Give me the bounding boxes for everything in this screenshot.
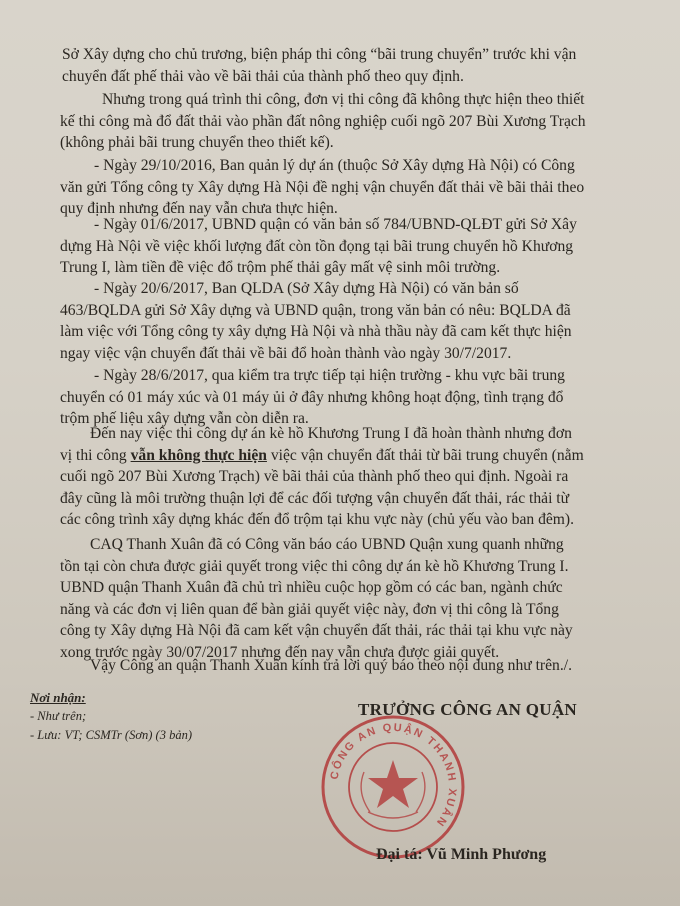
paragraph-8 (60, 534, 642, 663)
text-line: văn gửi Tổng công ty Xây dựng Hà Nội đề nghị vận chuyển đất thải về bãi thải theo (60, 178, 585, 196)
emphasized-text: vẫn không thực hiện (130, 446, 267, 464)
text-line: CAQ Thanh Xuân đã có Công văn báo cáo UBND Quận xung quanh những (90, 536, 564, 553)
paragraph-3 (60, 155, 642, 220)
text-line: trộm phế liệu xây dựng vẫn còn diễn ra. (60, 410, 309, 427)
text-line: - Ngày 01/6/2017, UBND quận có văn bản số 784/UBND-QLĐT gửi Sở Xây (94, 216, 577, 233)
text-line: - Ngày 29/10/2016, Ban quản lý dự án (thuộc Sở Xây dựng Hà Nội) có Công (94, 157, 575, 174)
text-line: công ty Xây dựng Hà Nội đã cam kết vận chuyển đất thải, rác thải tại khu vực này (60, 622, 573, 639)
text-fragment: việc vận chuyển đất thải từ bãi trung chuyển (nằm (266, 446, 584, 464)
text-line: Vậy Công an quận Thanh Xuân kính trả lời quý báo theo nội dung như trên./. (90, 657, 572, 674)
text-line: chuyển đất phế thải vào về bãi thải của thành phố theo quy định. (62, 67, 464, 85)
paragraph-1 (62, 44, 642, 87)
text-line: - Ngày 28/6/2017, qua kiểm tra trực tiếp tại hiện trường - khu vực bãi trung (94, 367, 565, 384)
text-fragment: vị thi công (60, 446, 131, 464)
text-line: dựng Hà Nội về việc khối lượng đất còn tồn đọng tại bãi trung chuyển hồ Khương (60, 237, 574, 255)
paragraph-9 (60, 655, 642, 677)
text-line: Đến nay việc thi công dự án kè hồ Khương Trung I đã hoàn thành nhưng đơn (90, 425, 572, 442)
text-line: làm việc với Tổng công ty xây dựng Hà Nội và nhà thầu này đã cam kết thực hiện (60, 323, 572, 340)
text-line: - Ngày 20/6/2017, Ban QLDA (Sở Xây dựng Hà Nội) có văn bản số (94, 280, 519, 297)
official-seal-stamp (318, 712, 468, 862)
signer-title: TRƯỞNG CÔNG AN QUẬN (358, 700, 577, 719)
text-line: 463/BQLDA gửi Sở Xây dựng và UBND quận, trong văn bản có nêu: BQLDA đã (60, 301, 571, 319)
text-line: ngay việc vận chuyển đất thải về bãi đổ hoàn thành vào ngày 30/7/2017. (60, 344, 512, 362)
text-line: quy định nhưng đến nay vẫn chưa thực hiện. (60, 200, 338, 217)
text-line: tồn tại còn chưa được giải quyết trong việc thi công dự án kè hồ Khương Trung I. (60, 557, 569, 575)
text-line: Nhưng trong quá trình thi công, đơn vị thi công đã không thực hiện theo thiết (102, 91, 585, 108)
seal-text: CÔNG AN QUẬN THANH XUÂN (328, 721, 459, 830)
text-line: Sở Xây dựng cho chủ trương, biện pháp thi công “bãi trung chuyển” trước khi vận (62, 46, 577, 63)
text-line: đây cũng là môi trường thuận lợi để các đối tượng vận chuyển đất thải, rác thải từ (60, 489, 570, 507)
text-line: kế thi công mà đổ đất thải vào phần đất nông nghiệp cuối ngõ 207 Bùi Xương Trạch (60, 112, 586, 130)
recipient-item: - Như trên; (30, 709, 87, 723)
text-line: xong trước ngày 30/07/2017 nhưng đến nay vẫn chưa được giải quyết. (60, 643, 500, 661)
text-line: cuối ngõ 207 Bùi Xương Trạch) về bãi thải của thành phố theo qui định. Ngoài ra (60, 468, 569, 485)
paragraph-4 (60, 214, 642, 279)
signer-name: Đại tá: Vũ Minh Phương (376, 846, 547, 863)
text-line: Trung I, làm tiền đề việc đổ trộm phế thải gây mất vệ sinh môi trường. (60, 259, 501, 276)
text-line: (không phải bãi trung chuyển theo thiết kế). (60, 134, 334, 151)
text-line-with-emphasis (60, 445, 642, 467)
recipients-heading: Nơi nhận: (30, 690, 86, 705)
recipients-block (30, 688, 192, 745)
paragraph-5 (60, 278, 642, 364)
paragraph-6 (60, 365, 642, 430)
text-line: UBND quận Thanh Xuân đã chủ trì nhiều cuộc họp gồm có các ban, ngành chức (60, 579, 563, 596)
paragraph-2 (60, 89, 642, 154)
paragraph-7 (60, 423, 642, 531)
text-line: năng và các đơn vị liên quan để bàn giải quyết việc này, đơn vị thi công là Tổng (60, 600, 559, 618)
text-line: các công trình xây dựng khác đến đổ trộm tại khu vực này (chủ yếu vào ban đêm). (60, 511, 575, 528)
recipient-item: - Lưu: VT; CSMTr (Sơn) (3 bản) (30, 728, 192, 742)
text-line: chuyển có 01 máy xúc và 01 máy ủi ở đây nhưng không hoạt động, tình trạng đổ (60, 388, 564, 406)
